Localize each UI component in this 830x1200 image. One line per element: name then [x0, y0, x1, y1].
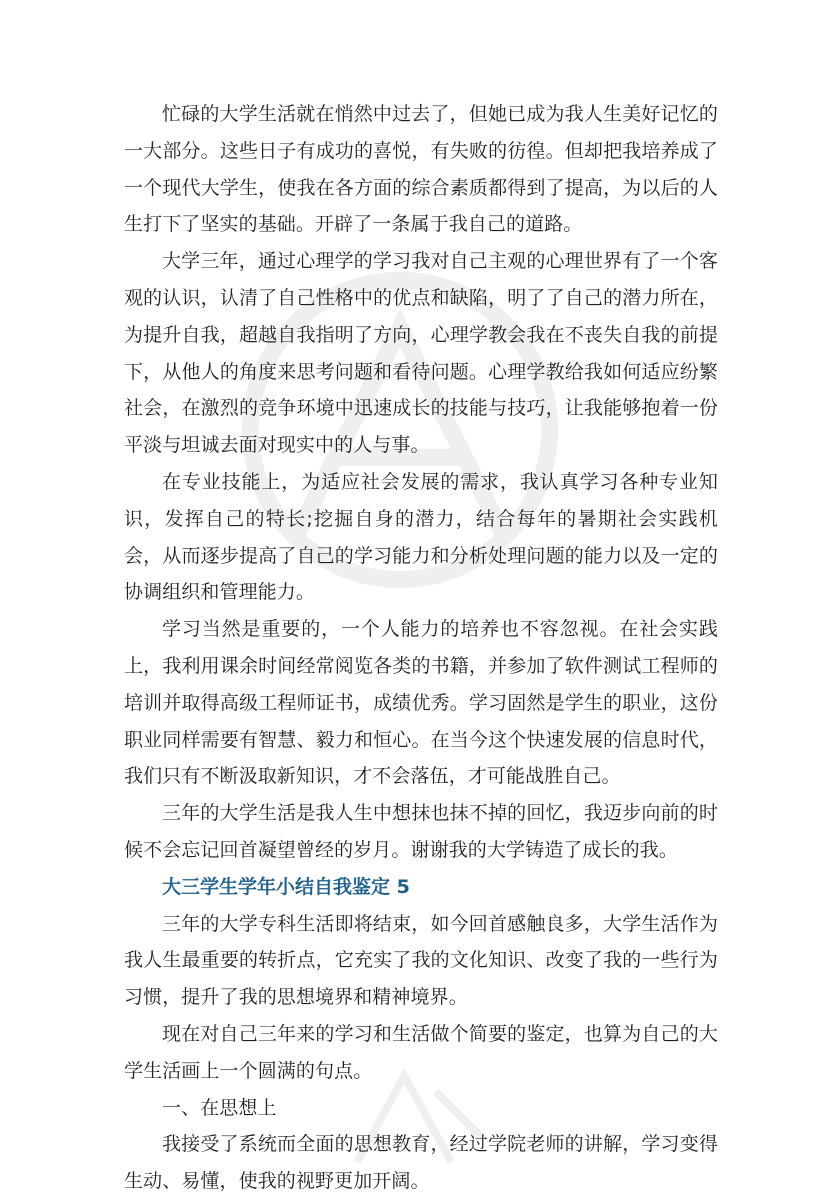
paragraph: 三年的大学生活是我人生中想抹也抹不掉的回忆，我迈步向前的时候不会忘记回首凝望曾经的岁月。谢谢我的大学铸造了成长的我。 — [124, 802, 718, 861]
document-body — [124, 96, 718, 1200]
paragraph: 学习当然是重要的，一个人能力的培养也不容忽视。在社会实践上，我利用课余时间经常阅览各类的书籍，并参加了软件测试工程师的培训并取得高级工程师证书，成绩优秀。学习固然是学生的职业，这份职业同样需要有智慧、毅力和恒心。在当今这个快速发展的信息时代，我们只有不断汲取新知识，才不会落伍，才可能战胜自己。 — [124, 618, 718, 788]
paragraph: 现在对自己三年来的学习和生活做个简要的鉴定，也算为自己的大学生活画上一个圆满的句点。 — [124, 1022, 718, 1082]
paragraph: 三年的大学专科生活即将结束，如今回首感触良多，大学生活作为我人生最重要的转折点，它充实了我的文化知识、改变了我的一些行为习惯，提升了我的思想境界和精神境界。 — [124, 912, 718, 1009]
paragraph: 忙碌的大学生活就在悄然中过去了，但她已成为我人生美好记忆的一大部分。这些日子有成功的喜悦，有失败的彷徨。但却把我培养成了一个现代大学生，使我在各方面的综合素质都得到了提高，为以后的人生打下了坚实的基础。开辟了一条属于我自己的道路。 — [124, 103, 718, 236]
paragraph: 在专业技能上，为适应社会发展的需求，我认真学习各种专业知识，发挥自己的特长;挖掘自身的潜力，结合每年的暑期社会实践机会，从而逐步提高了自己的学习能力和分析处理问题的能力以及一定的协调组织和管理能力。 — [124, 470, 718, 604]
subsection-label: 一、在思想上 — [162, 1096, 277, 1119]
paragraph: 大学三年，通过心理学的学习我对自己主观的心理世界有了一个客观的认识，认清了自己性格中的优点和缺陷，明了了自己的潜力所在，为提升自我，超越自我指明了方向，心理学教会我在不丧失自我的前提下，从他人的角度来思考问题和看待问题。心理学教给我如何适应纷繁社会，在激烈的竞争环境中迅速成长的技能与技巧，让我能够抱着一份平淡与坦诚去面对现实中的人与事。 — [124, 250, 718, 457]
section-heading: 大三学生学年小结自我鉴定 5 — [162, 875, 410, 898]
paragraph: 我接受了系统而全面的思想教育，经过学院老师的讲解，学习变得生动、易懂，使我的视野更加开阔。 — [124, 1133, 718, 1193]
